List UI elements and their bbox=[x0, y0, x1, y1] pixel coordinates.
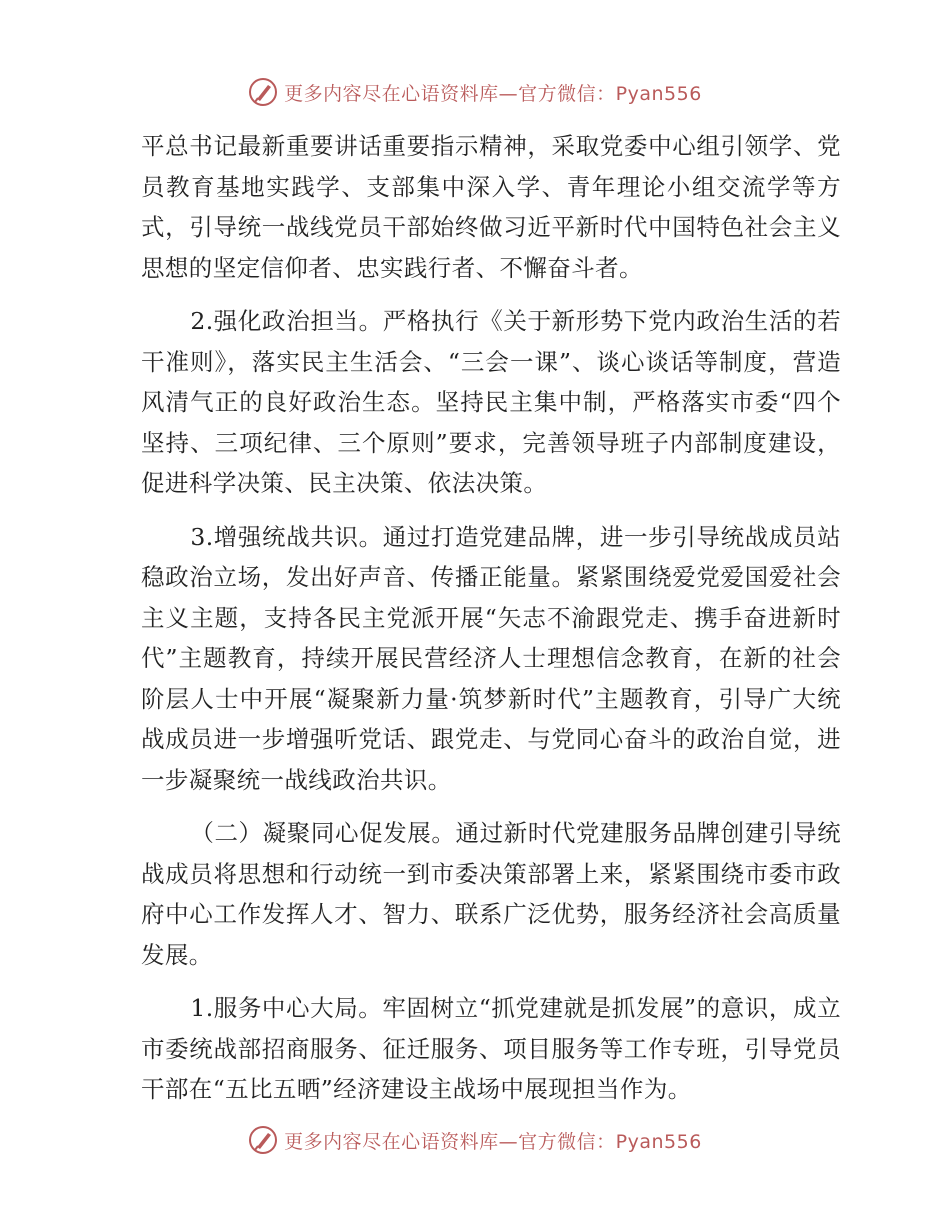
paragraph-5: 1.服务中心大局。牢固树立“抓党建就是抓发展”的意识，成立市委统战部招商服务、征迁服务、项目服务等工作专班，引导党员干部在“五比五晒”经济建设主战场中展现担当作为。 bbox=[141, 994, 841, 1103]
paragraph-3: 3.增强统战共识。通过打造党建品牌，进一步引导统战成员站稳政治立场，发出好声音、传播正能量。紧紧围绕爱党爱国爱社会主义主题，支持各民主党派开展“矢志不渝跟党走、携手奋进新时代”主题教育，持续开展民营经济人士理想信念教育，在新的社会阶层人士中开展“凝聚新力量·筑梦新时代”主题教育，引导广大统战成员进一步增强听党话、跟党走、与党同心奋斗的政治自觉，进一步凝聚统一战线政治共识。 bbox=[141, 522, 841, 794]
quill-pen-logo-icon bbox=[248, 1125, 278, 1155]
paragraph-1: 平总书记最新重要讲话重要指示精神，采取党委中心组引领学、党员教育基地实践学、支部集中深入学、青年理论小组交流学等方式，引导统一战线党员干部始终做习近平新时代中国特色社会主义思想的坚定信仰者、忠实践行者、不懈奋斗者。 bbox=[141, 132, 841, 282]
paragraph-4: （二）凝聚同心促发展。通过新时代党建服务品牌创建引导统战成员将思想和行动统一到市委决策部署上来，紧紧围绕市委市政府中心工作发挥人才、智力、联系广泛优势，服务经济社会高质量发展。 bbox=[141, 819, 841, 969]
footer-watermark-banner bbox=[0, 1120, 950, 1160]
header-watermark-banner bbox=[0, 72, 950, 112]
footer-banner-text: 更多内容尽在心语资料库—官方微信：Pyan556 bbox=[284, 1130, 702, 1153]
paragraph-2: 2.强化政治担当。严格执行《关于新形势下党内政治生活的若干准则》，落实民主生活会、“三会一课”、谈心谈话等制度，营造风清气正的良好政治生态。坚持民主集中制，严格落实市委“四个坚持、三项纪律、三个原则”要求，完善领导班子内部制度建设，促进科学决策、民主决策、依法决策。 bbox=[141, 307, 841, 497]
document-body bbox=[141, 126, 841, 1110]
quill-pen-logo-icon bbox=[248, 77, 278, 107]
header-banner-text: 更多内容尽在心语资料库—官方微信：Pyan556 bbox=[284, 82, 702, 105]
